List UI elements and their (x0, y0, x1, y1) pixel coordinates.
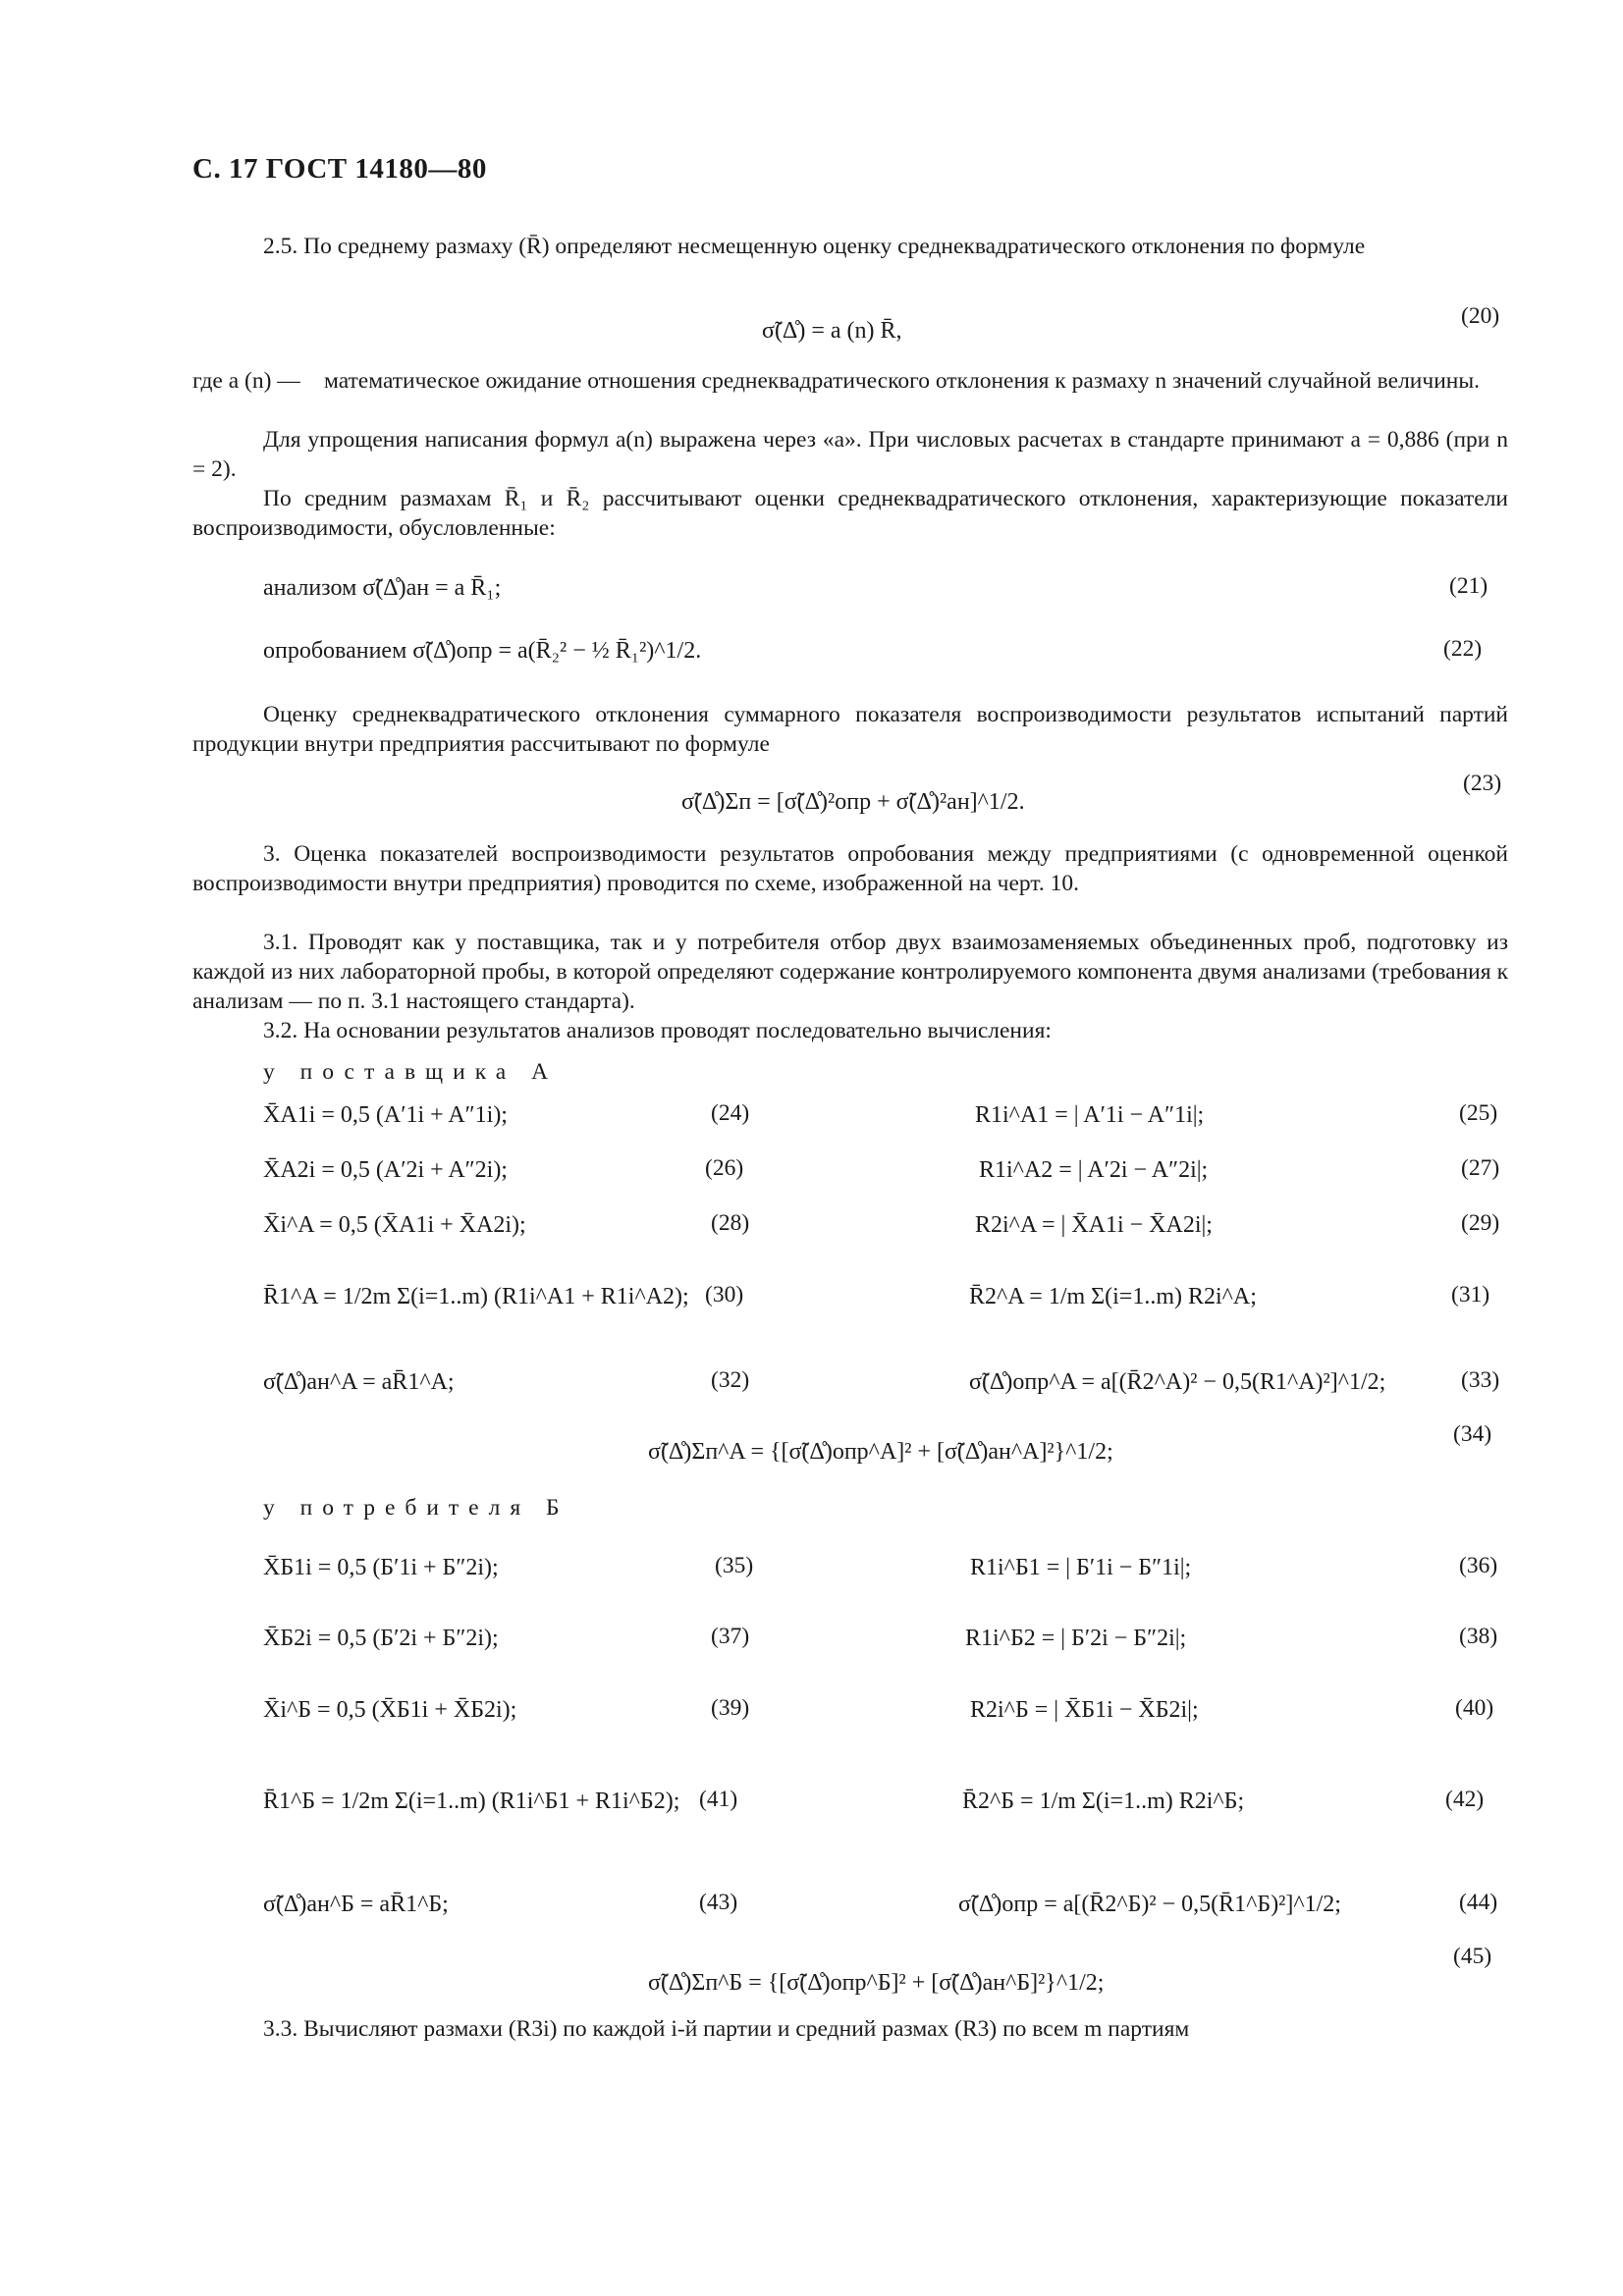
paragraph-3: 3. Оценка показателей воспроизводимости результатов опробования между предприятиями (с одновременной оценкой воспроизводимости внутри предприятия) проводится по схеме, изображенной на черт. 10. (192, 841, 1508, 896)
page-header: С. 17 ГОСТ 14180—80 (192, 153, 487, 185)
formula-21: анализом σ̃(Δ̊)ан = a R̄₁; (263, 575, 502, 601)
formula-29: R2i^A = | X̄A1i − X̄A2i|; (975, 1212, 1213, 1238)
equation-number-44: (44) (1459, 1890, 1498, 1915)
equation-number-33: (33) (1461, 1367, 1500, 1393)
equation-number-23: (23) (1463, 771, 1502, 796)
equation-number-21: (21) (1449, 573, 1488, 599)
formula-22: опробованием σ̃(Δ̊)опр = a(R̄₂² − ½ R̄₁²)^1/2. (263, 638, 702, 664)
formula-37: X̄Б2i = 0,5 (Б′2i + Б″2i); (263, 1626, 499, 1651)
equation-number-37: (37) (711, 1624, 750, 1649)
equation-number-43: (43) (699, 1890, 738, 1915)
equation-number-28: (28) (711, 1210, 750, 1236)
formula-38: R1i^Б2 = | Б′2i − Б″2i|; (965, 1626, 1187, 1651)
formula-42: R̄2^Б = 1/m Σ(i=1..m) R2i^Б; (962, 1789, 1245, 1814)
equation-number-39: (39) (711, 1695, 750, 1721)
equation-number-36: (36) (1459, 1553, 1498, 1578)
formula-25: R1i^A1 = | A′1i − A″1i|; (975, 1102, 1205, 1128)
paragraph-2-5: 2.5. По среднему размаху (R̄) определяют несмещенную оценку среднеквадратического отклонения по формуле (263, 234, 1366, 259)
formula-27: R1i^A2 = | A′2i − A″2i|; (979, 1157, 1209, 1183)
paragraph-3-3: 3.3. Вычисляют размахи (R3i) по каждой i-й партии и средний размах (R3) по всем m партиям (263, 2016, 1190, 2042)
equation-number-27: (27) (1461, 1155, 1500, 1181)
equation-number-32: (32) (711, 1367, 750, 1393)
formula-30: R̄1^A = 1/2m Σ(i=1..m) (R1i^A1 + R1i^A2); (263, 1284, 689, 1309)
equation-number-34: (34) (1453, 1421, 1492, 1447)
formula-34: σ̃(Δ̊)Σп^A = {[σ̃(Δ̊)опр^A]² + [σ̃(Δ̊)ан^A]²}^1/2; (648, 1439, 1113, 1465)
formula-41: R̄1^Б = 1/2m Σ(i=1..m) (R1i^Б1 + R1i^Б2); (263, 1789, 680, 1814)
equation-number-45: (45) (1453, 1944, 1492, 1969)
paragraph-simplify: Для упрощения написания формул a(n) выражена через «a». При числовых расчетах в стандарте принимают a = 0,886 (при n = 2). (192, 427, 1508, 482)
equation-number-30: (30) (705, 1282, 744, 1308)
paragraph-mean-ranges: По средним размахам R̄₁ и R̄₂ рассчитывают оценки среднеквадратического отклонения, характеризующие показатели воспроизводимости, обусловленные: (192, 486, 1508, 541)
formula-23: σ̃(Δ̊)Σп = [σ̃(Δ̊)²опр + σ̃(Δ̊)²ан]^1/2. (681, 789, 1025, 815)
equation-number-22: (22) (1443, 636, 1483, 662)
equation-number-26: (26) (705, 1155, 744, 1181)
where-definition: математическое ожидание отношения среднеквадратического отклонения к размаху n значений случайной величины. (324, 368, 1481, 394)
equation-number-35: (35) (715, 1553, 754, 1578)
formula-43: σ̃(Δ̊)ан^Б = aR̄1^Б; (263, 1892, 449, 1917)
where-lead: где a (n) — (192, 368, 300, 394)
formula-20: σ̃(Δ̊) = a (n) R̄, (762, 318, 902, 344)
formula-32: σ̃(Δ̊)ан^A = aR̄1^A; (263, 1369, 455, 1395)
formula-28: X̄i^A = 0,5 (X̄A1i + X̄A2i); (263, 1212, 526, 1238)
formula-40: R2i^Б = | X̄Б1i − X̄Б2i|; (970, 1697, 1199, 1723)
paragraph-total-estimate: Оценку среднеквадратического отклонения суммарного показателя воспроизводимости результатов испытаний партий продукции внутри предприятия рассчитывают по формуле (192, 702, 1508, 757)
equation-number-20: (20) (1461, 303, 1500, 329)
formula-26: X̄A2i = 0,5 (A′2i + A″2i); (263, 1157, 508, 1183)
supplier-label: у поставщика А (263, 1059, 559, 1085)
paragraph-3-1: 3.1. Проводят как у поставщика, так и у потребителя отбор двух взаимозаменяемых объединенных проб, подготовку из каждой из них лабораторной пробы, в которой определяют содержание контролируемого компонента двумя анализами (требования к анализам — по п. 3.1 настоящего стандарта). (192, 930, 1508, 1014)
formula-44: σ̃(Δ̊)опр = a[(R̄2^Б)² − 0,5(R̄1^Б)²]^1/2; (958, 1892, 1341, 1917)
equation-number-38: (38) (1459, 1624, 1498, 1649)
equation-number-40: (40) (1455, 1695, 1494, 1721)
equation-number-29: (29) (1461, 1210, 1500, 1236)
equation-number-24: (24) (711, 1100, 750, 1126)
formula-24: X̄A1i = 0,5 (A′1i + A″1i); (263, 1102, 508, 1128)
formula-35: X̄Б1i = 0,5 (Б′1i + Б″2i); (263, 1555, 499, 1580)
paragraph-3-2: 3.2. На основании результатов анализов проводят последовательно вычисления: (263, 1018, 1052, 1043)
formula-36: R1i^Б1 = | Б′1i − Б″1i|; (970, 1555, 1192, 1580)
formula-39: X̄i^Б = 0,5 (X̄Б1i + X̄Б2i); (263, 1697, 517, 1723)
consumer-label: у потребителя Б (263, 1495, 569, 1521)
equation-number-42: (42) (1445, 1787, 1485, 1812)
formula-45: σ̃(Δ̊)Σп^Б = {[σ̃(Δ̊)опр^Б]² + [σ̃(Δ̊)ан^Б]²}^1/2; (648, 1970, 1105, 1996)
where-spacer (324, 366, 325, 367)
formula-31: R̄2^A = 1/m Σ(i=1..m) R2i^A; (969, 1284, 1257, 1309)
equation-number-41: (41) (699, 1787, 738, 1812)
formula-33: σ̃(Δ̊)опр^A = a[(R̄2^A)² − 0,5(R1^A)²]^1/2; (969, 1369, 1386, 1395)
equation-number-25: (25) (1459, 1100, 1498, 1126)
equation-number-31: (31) (1451, 1282, 1490, 1308)
